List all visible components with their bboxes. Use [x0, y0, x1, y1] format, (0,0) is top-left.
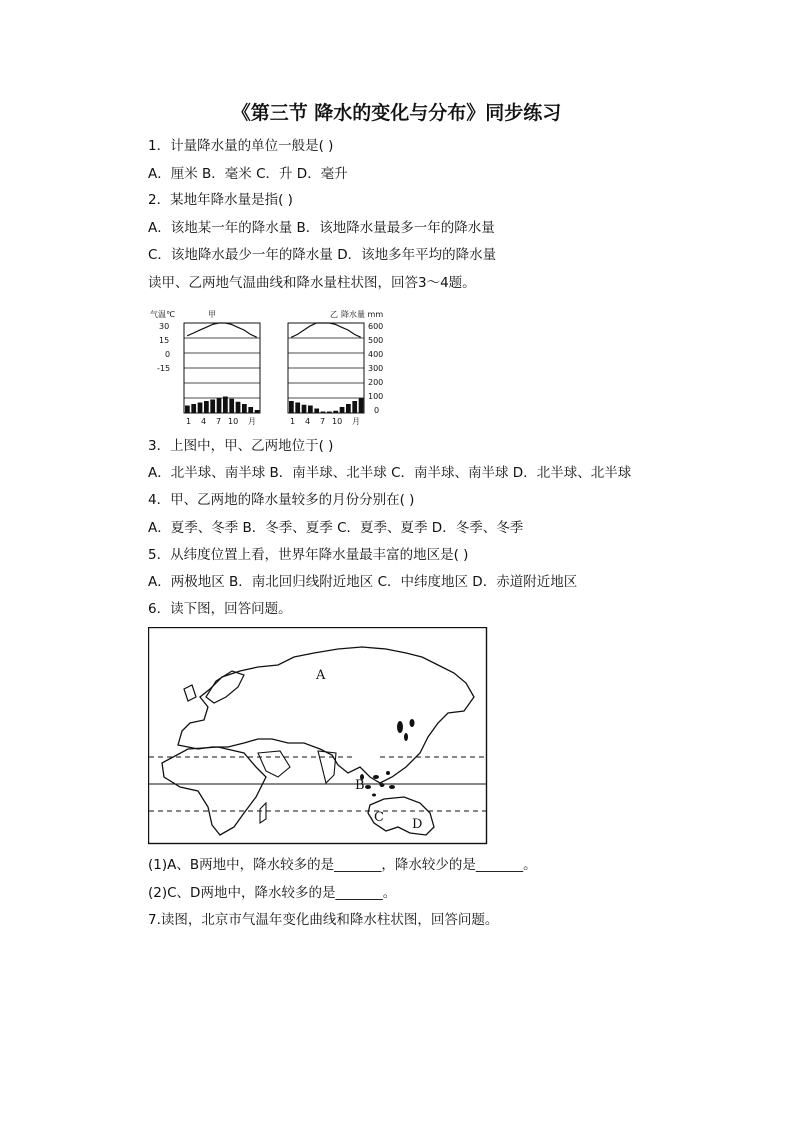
month-unit: 月 [248, 417, 256, 425]
map-label-c: C [374, 810, 384, 825]
precip-tick: 200 [368, 378, 384, 387]
question-3-options: A．北半球、南半球 B．南半球、北半球 C．南半球、南半球 D．北半球、北半球 [148, 465, 632, 481]
precip-tick: 500 [368, 336, 384, 345]
precip-bar [255, 410, 260, 413]
month-tick: 4 [305, 417, 311, 425]
precip-bar [359, 398, 364, 413]
precip-bar [295, 403, 300, 414]
precip-bar [248, 407, 253, 413]
precip-bar [327, 412, 332, 414]
temperature-curve [187, 323, 257, 337]
question-4-options: A．夏季、冬季 B．冬季、夏季 C．夏季、夏季 D．冬季、冬季 [148, 520, 524, 536]
precip-axis-label: 降水量 mm [341, 310, 384, 319]
panel-jia [184, 323, 260, 413]
precip-tick: 400 [368, 350, 384, 359]
precip-bar [223, 397, 228, 414]
question-2-options-cd: C．该地降水最少一年的降水量 D．该地多年平均的降水量 [148, 247, 497, 263]
precip-bar [352, 401, 357, 413]
month-unit: 月 [352, 417, 360, 425]
month-tick: 10 [228, 417, 239, 425]
precip-bar [340, 407, 345, 413]
question-1-options: A．厘米 B．毫米 C．升 D．毫升 [148, 166, 348, 182]
page-title: 《第三节 降水的变化与分布》同步练习 [231, 102, 562, 124]
temp-tick: 0 [165, 350, 171, 359]
temp-tick: -15 [157, 364, 171, 373]
precip-bar [314, 409, 319, 414]
precip-bar [229, 399, 234, 413]
precip-tick: 300 [368, 364, 384, 373]
precip-bar [308, 406, 313, 414]
precip-bar [321, 412, 326, 414]
month-tick: 7 [216, 417, 222, 425]
precip-bar [236, 402, 241, 413]
question-6-part-1: (1)A、B两地中，降水较多的是_______，降水较少的是_______。 [148, 857, 537, 873]
question-3: 3．上图中，甲、乙两地位于( ) [148, 438, 334, 454]
precip-tick: 100 [368, 392, 384, 401]
precip-bar [302, 405, 307, 413]
climate-chart [148, 305, 398, 425]
month-tick: 1 [186, 417, 192, 425]
chart-instruction: 读甲、乙两地气温曲线和降水量柱状图，回答3～4题。 [148, 275, 476, 291]
precip-tick: 600 [368, 322, 384, 331]
question-5-options: A．两极地区 B．南北回归线附近地区 C．中纬度地区 D．赤道附近地区 [148, 574, 578, 590]
world-map [148, 627, 488, 845]
temp-axis-label: 气温℃ [150, 310, 175, 319]
precip-bar [346, 404, 351, 413]
precip-bar [185, 406, 190, 414]
precip-bar [242, 404, 247, 413]
month-tick: 7 [320, 417, 326, 425]
month-tick: 10 [332, 417, 343, 425]
precip-bar [289, 401, 294, 413]
precip-bar [191, 404, 196, 413]
precip-bar [217, 398, 222, 413]
panel-label-jia: 甲 [208, 310, 216, 319]
month-tick: 1 [290, 417, 296, 425]
precip-tick: 0 [374, 406, 380, 415]
month-tick: 4 [201, 417, 207, 425]
question-4: 4．甲、乙两地的降水量较多的月份分别在( ) [148, 492, 415, 508]
temp-tick: 15 [159, 336, 170, 345]
precip-bar [204, 401, 209, 413]
map-label-a: A [316, 668, 326, 683]
question-7: 7.读图，北京市气温年变化曲线和降水柱状图，回答问题。 [148, 912, 499, 928]
question-1: 1．计量降水量的单位一般是( ) [148, 138, 334, 154]
map-label-d: D [412, 817, 423, 832]
temp-tick: 30 [159, 322, 170, 331]
precip-bar [333, 411, 338, 413]
temperature-curve [291, 323, 361, 337]
precip-bar [198, 403, 203, 414]
question-6: 6．读下图，回答问题。 [148, 601, 292, 617]
panel-yi [288, 323, 364, 413]
question-6-part-2: (2)C、D两地中，降水较多的是_______。 [148, 885, 397, 901]
question-5: 5．从纬度位置上看，世界年降水量最丰富的地区是( ) [148, 547, 469, 563]
question-2: 2．某地年降水量是指( ) [148, 192, 293, 208]
map-label-b: B [355, 778, 365, 793]
question-2-options-ab: A．该地某一年的降水量 B．该地降水量最多一年的降水量 [148, 220, 495, 236]
precip-bar [210, 400, 215, 414]
panel-label-yi: 乙 [330, 310, 338, 319]
